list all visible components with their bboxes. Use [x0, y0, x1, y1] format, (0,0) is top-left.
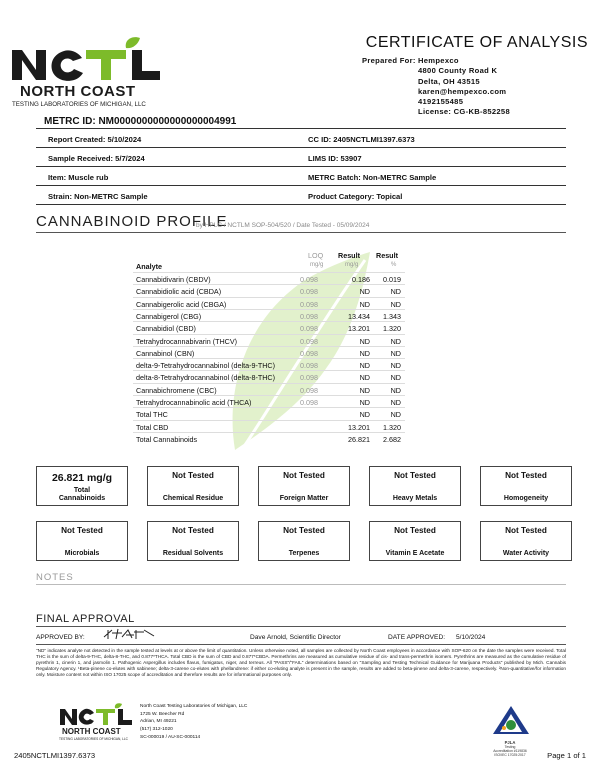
result-pct-cell: 1.343 — [383, 311, 401, 321]
pjla-accreditation: Accreditation #119836 — [493, 749, 527, 753]
analyte-cell: Cannabigerolic acid (CBGA) — [136, 299, 227, 309]
loq-cell: 0.098 — [300, 348, 318, 358]
test-result-box — [369, 521, 461, 561]
footer-lab-name: North Coast Testing Laboratories of Michigan, LLC — [140, 704, 248, 709]
result-pct-cell: ND — [390, 336, 401, 346]
test-name: Water Activity — [502, 550, 550, 557]
footer-city: Adrian, MI 49221 — [140, 719, 177, 725]
col-header-analyte: Analyte — [136, 262, 162, 271]
result-pct-cell: ND — [390, 398, 401, 407]
result-mg-cell: ND — [359, 373, 370, 383]
analyte-cell: delta-9-Tetrahydrocannabinol (delta-9-THC) — [136, 361, 276, 371]
analyte-cell: Cannabichromene (CBC) — [136, 385, 217, 395]
table-row — [133, 383, 405, 395]
metrc-batch: METRC Batch: Non-METRC Sample — [308, 173, 437, 182]
section-divider — [36, 644, 566, 645]
signature — [100, 627, 158, 641]
signer-name: Dave Arnold, Scientific Director — [250, 634, 341, 641]
col-unit-pct: % — [391, 262, 397, 268]
cc-id: CC ID: 2405NCTLMI1397.6373 — [308, 135, 415, 144]
loq-cell: 0.098 — [300, 287, 318, 297]
logo-tagline: TESTING LABORATORIES OF MICHIGAN, LLC — [12, 101, 146, 108]
info-divider — [36, 128, 566, 129]
test-result-box — [369, 466, 461, 506]
test-result-box — [258, 521, 350, 561]
result-mg-cell: ND — [359, 398, 370, 407]
test-name: Terpenes — [288, 550, 320, 557]
loq-cell: 0.098 — [300, 373, 318, 383]
page-number: Page 1 of 1 — [547, 751, 586, 760]
result-mg-cell: ND — [359, 410, 370, 420]
table-row — [133, 297, 405, 309]
result-mg-cell: ND — [359, 287, 370, 297]
test-name: Heavy Metals — [392, 495, 438, 502]
result-pct-cell: ND — [390, 385, 401, 395]
test-status: 26.821 mg/g — [51, 472, 113, 484]
nctl-logo — [8, 36, 198, 108]
result-mg-cell: ND — [359, 348, 370, 358]
date-approved-label: DATE APPROVED: — [388, 634, 446, 641]
loq-cell: 0.098 — [300, 385, 318, 395]
result-pct-cell: ND — [390, 410, 401, 420]
pjla-iso: ISO/IEC 17025:2017 — [494, 753, 526, 757]
client-phone: 4192155485 — [418, 97, 464, 107]
test-name: Chemical Residue — [162, 495, 224, 502]
pjla-testing: Testing — [504, 745, 516, 749]
test-name: Microbials — [64, 550, 100, 557]
test-status: Not Tested — [283, 526, 325, 535]
result-mg-cell: 0.186 — [352, 275, 370, 284]
test-result-box — [36, 521, 128, 561]
table-row — [133, 432, 405, 444]
info-divider — [36, 204, 566, 205]
section-divider — [36, 232, 566, 233]
date-approved-value: 5/10/2024 — [456, 634, 486, 641]
info-divider — [36, 166, 566, 167]
logo-name: NORTH COAST — [20, 83, 136, 100]
prepared-for-label: Prepared For: — [362, 56, 416, 65]
result-mg-cell: ND — [359, 361, 370, 371]
analyte-cell: Cannabinol (CBN) — [136, 348, 195, 358]
loq-cell: 0.098 — [300, 275, 318, 284]
result-pct-cell: ND — [390, 373, 401, 383]
info-divider — [36, 147, 566, 148]
notes-title: NOTES — [36, 572, 74, 583]
table-row — [133, 420, 405, 432]
result-pct-cell: 1.320 — [383, 422, 401, 432]
analyte-cell: delta-8-Tetrahydrocannabinol (delta-8-THC) — [136, 373, 276, 383]
analyte-cell: Total Cannabinoids — [136, 434, 198, 444]
client-name: Hempexco — [418, 56, 459, 65]
section-divider — [36, 584, 566, 585]
disclaimer-text: "ND" indicates analyte not detected in the sample tested at levels at or above the limit of quantitation. Unless otherwise noted, all samples are collected by North Coast employees in accordance with SOP-620 on the date the samples were received. Total THC is the sum of delta-9-THC, delta-8-THC, and 0.877*THCA. Total CBD is the sum of CBD and 0.877*CBDA. Permethrins are measured as cumulative residue of cis- and trans-permethrin isomers. Pyrethrins are measured as the cumulative residue of pyrethrin 1, cinerin 1, and jasmolin 1. Pathogenic Aspergillus includes flavus, fumigatus, niger, and terreus. All "PASS"/"FAIL" determinations based on "Sampling and Testing Technical Guidance for Marijuana Products" published by Mich. Cannabis Regulatory Agency. ¹Beta-pinene co-elutes with sabinene; delta-3-carene co-elutes with phellandrene: if either co-eluting analyte is present in the sample, results are added to beta-pinene and delta-3-carene, respectively. ²Non-quantitative/for information only. Moisture content not within ISO 17025 scope of accreditation and therefore results are for informational purposes only. — [36, 648, 566, 677]
result-pct-cell: 1.320 — [383, 324, 401, 334]
analyte-cell: Total CBD — [136, 422, 169, 432]
loq-cell: 0.098 — [300, 398, 318, 407]
test-name: Cannabinoids — [58, 495, 106, 502]
table-row — [133, 334, 405, 346]
info-divider — [36, 185, 566, 186]
item: Item: Muscle rub — [48, 173, 109, 182]
table-row — [133, 272, 405, 284]
col-header-result-pct: Result — [376, 251, 398, 260]
pjla-text — [481, 741, 539, 757]
table-row — [133, 395, 405, 407]
col-unit-loq: mg/g — [310, 262, 324, 268]
test-result-box — [147, 521, 239, 561]
table-row — [133, 370, 405, 382]
table-row — [133, 407, 405, 419]
footer-report-id: 2405NCTLMI1397.6373 — [14, 751, 96, 760]
strain: Strain: Non-METRC Sample — [48, 192, 148, 201]
client-license: License: CG-KB-852258 — [418, 107, 510, 117]
analyte-cell: Tetrahydrocannabinolic acid (THCA) — [136, 398, 252, 407]
result-mg-cell: 13.201 — [348, 422, 370, 432]
result-mg-cell: ND — [359, 336, 370, 346]
cannabinoid-profile-title: CANNABINOID PROFILE — [36, 213, 228, 230]
result-pct-cell: 0.019 — [383, 275, 401, 284]
test-name: Homogeneity — [503, 495, 549, 502]
table-row — [133, 358, 405, 370]
svg-text:NORTH COAST: NORTH COAST — [62, 727, 121, 736]
analyte-cell: Cannabidiol (CBD) — [136, 324, 196, 334]
client-email: karen@hempexco.com — [418, 86, 507, 96]
footer-license: SC-000019 / AU-SC-000114 — [140, 734, 201, 740]
result-mg-cell: 13.201 — [348, 324, 370, 334]
result-mg-cell: ND — [359, 385, 370, 395]
result-pct-cell: ND — [390, 348, 401, 358]
test-status: Not Tested — [505, 526, 547, 535]
lims-id: LIMS ID: 53907 — [308, 154, 362, 163]
table-row — [133, 346, 405, 358]
loq-cell: 0.098 — [300, 299, 318, 309]
test-name: Vitamin E Acetate — [385, 550, 445, 557]
result-mg-cell: 13.434 — [348, 311, 370, 321]
result-pct-cell: ND — [390, 299, 401, 309]
test-status: Not Tested — [394, 526, 436, 535]
table-row — [133, 309, 405, 321]
loq-cell: 0.098 — [300, 361, 318, 371]
footer-nctl-logo — [58, 703, 134, 741]
loq-cell: 0.098 — [300, 336, 318, 346]
result-pct-cell: ND — [390, 287, 401, 297]
result-mg-cell: 26.821 — [348, 434, 370, 444]
test-result-box — [480, 521, 572, 561]
test-result-box — [480, 466, 572, 506]
product-category-value: Topical — [376, 192, 403, 201]
test-status: Not Tested — [394, 471, 436, 480]
certificate-title: CERTIFICATE OF ANALYSIS — [365, 34, 588, 51]
result-mg-cell: ND — [359, 299, 370, 309]
sample-received: Sample Received: 5/7/2024 — [48, 154, 145, 163]
loq-cell: 0.098 — [300, 311, 318, 321]
test-status: Not Tested — [172, 471, 214, 480]
analyte-cell: Cannabigerol (CBG) — [136, 311, 202, 321]
test-result-box — [147, 466, 239, 506]
test-label-line1: Total — [73, 487, 91, 494]
test-result-box — [258, 466, 350, 506]
test-status: Not Tested — [505, 471, 547, 480]
footer-address — [140, 703, 247, 742]
report-created: Report Created: 5/10/2024 — [48, 135, 142, 144]
client-address2: Delta, OH 43515 — [418, 76, 480, 86]
final-approval-title: FINAL APPROVAL — [36, 613, 135, 625]
analyte-cell: Total THC — [136, 410, 168, 420]
col-header-result-mg: Result — [338, 251, 360, 260]
col-unit-mg: mg/g — [345, 262, 359, 268]
table-row — [133, 284, 405, 296]
table-row — [133, 321, 405, 333]
result-pct-cell: 2.682 — [383, 434, 401, 444]
pjla-accreditation-logo — [490, 704, 532, 738]
result-pct-cell: ND — [390, 361, 401, 371]
test-status: Not Tested — [61, 526, 103, 535]
test-result-box — [36, 466, 128, 506]
analyte-cell: Cannabidiolic acid (CBDA) — [136, 287, 222, 297]
test-name: Residual Solvents — [162, 550, 224, 557]
svg-text:TESTING LABORATORIES OF MICHIG: TESTING LABORATORIES OF MICHIGAN, LLC — [59, 737, 128, 741]
cannabinoid-profile-subtitle: by HPLC / NCTLM SOP-504/520 / Date Tested - 05/09/2024 — [196, 222, 370, 229]
test-name: Foreign Matter — [279, 495, 329, 502]
analyte-cell: Cannabidivarin (CBDV) — [136, 275, 211, 284]
footer-phone: (517) 312-1020 — [140, 727, 173, 733]
pjla-name: PJLA — [504, 740, 516, 745]
analyte-cell: Tetrahydrocannabivarin (THCV) — [136, 336, 238, 346]
footer-street: 1725 W. Beecher Rd — [140, 711, 185, 717]
prepared-for-block — [362, 56, 510, 118]
client-address1: 4800 County Road K — [418, 66, 498, 76]
product-category — [308, 192, 402, 201]
test-status: Not Tested — [283, 471, 325, 480]
approved-by-label: APPROVED BY: — [36, 634, 85, 641]
loq-cell: 0.098 — [300, 324, 318, 334]
col-header-loq: LOQ — [308, 251, 324, 260]
test-status: Not Tested — [172, 526, 214, 535]
metrc-id: METRC ID: NM0000000000000000004991 — [44, 116, 237, 127]
product-category-label: Product Category: — [308, 192, 375, 201]
